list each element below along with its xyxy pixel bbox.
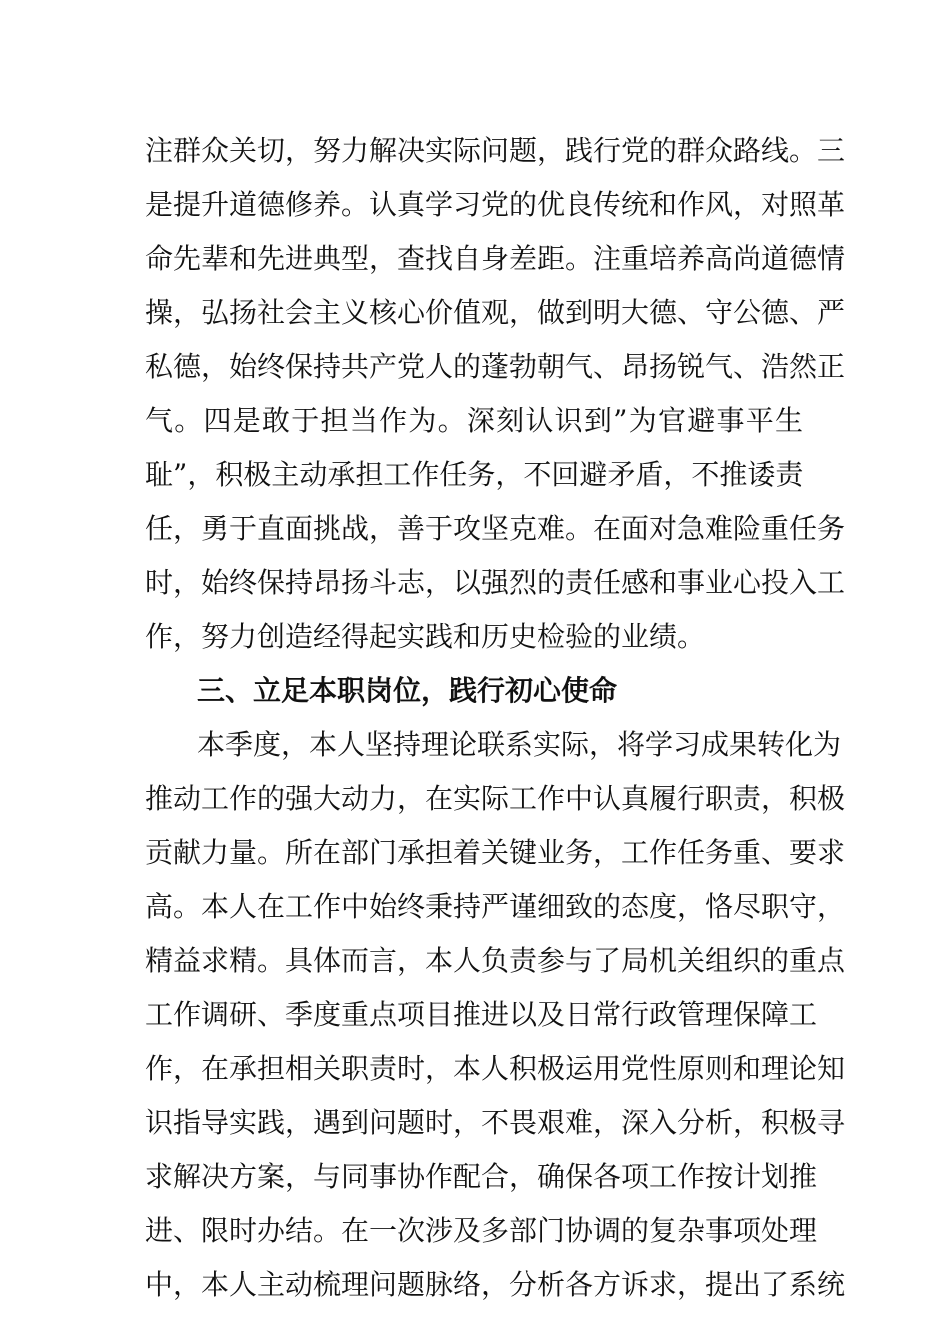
body-text-line: 作，在承担相关职责时，本人积极运用党性原则和理论知 xyxy=(145,1052,846,1085)
paragraph-line xyxy=(0,286,950,340)
paragraph-line xyxy=(0,1150,950,1204)
paragraph-line xyxy=(0,124,950,178)
paragraph-line xyxy=(0,1204,950,1258)
paragraph-line xyxy=(0,394,950,448)
section-heading: 三、立足本职岗位，践行初心使命 xyxy=(197,674,618,707)
paragraph-line xyxy=(0,556,950,610)
body-text-line: 时，始终保持昂扬斗志，以强烈的责任感和事业心投入工 xyxy=(145,566,846,599)
body-text-line: 中，本人主动梳理问题脉络，分析各方诉求，提出了系统 xyxy=(145,1268,846,1301)
paragraph-line xyxy=(0,718,950,772)
body-text-line: 操，弘扬社会主义核心价值观，做到明大德、守公德、严 xyxy=(145,296,846,329)
paragraph-line xyxy=(0,880,950,934)
body-text-line: 识指导实践，遇到问题时，不畏艰难，深入分析，积极寻 xyxy=(145,1106,846,1139)
body-text-line: 进、限时办结。在一次涉及多部门协调的复杂事项处理 xyxy=(145,1214,818,1247)
paragraph-line xyxy=(0,502,950,556)
body-text-line: 私德，始终保持共产党人的蓬勃朝气、昂扬锐气、浩然正 xyxy=(145,350,846,383)
body-text-line: 精益求精。具体而言，本人负责参与了局机关组织的重点 xyxy=(145,944,846,977)
body-text-line: 耻”，积极主动承担工作任务，不回避矛盾，不推诿责 xyxy=(145,458,804,491)
body-text-line: 高。本人在工作中始终秉持严谨细致的态度，恪尽职守， xyxy=(145,890,846,923)
paragraph-line xyxy=(0,610,950,664)
section-heading-line xyxy=(0,664,950,718)
paragraph-line xyxy=(0,826,950,880)
body-text-line: 求解决方案，与同事协作配合，确保各项工作按计划推 xyxy=(145,1160,818,1193)
paragraph-line xyxy=(0,178,950,232)
body-text-line: 命先辈和先进典型，查找自身差距。注重培养高尚道德情 xyxy=(145,242,846,275)
body-text-line: 是提升道德修养。认真学习党的优良传统和作风，对照革 xyxy=(145,188,846,221)
paragraph-line xyxy=(0,1258,950,1312)
body-text-line: 本季度，本人坚持理论联系实际，将学习成果转化为 xyxy=(197,728,842,761)
body-text-line: 任，勇于直面挑战，善于攻坚克难。在面对急难险重任务 xyxy=(145,512,846,545)
paragraph-line xyxy=(0,988,950,1042)
paragraph-line xyxy=(0,1096,950,1150)
paragraph-line xyxy=(0,232,950,286)
body-text-line: 注群众关切，努力解决实际问题，践行党的群众路线。三 xyxy=(145,134,846,167)
paragraph-line xyxy=(0,1042,950,1096)
paragraph-line xyxy=(0,772,950,826)
paragraph-line xyxy=(0,340,950,394)
body-text-line: 推动工作的强大动力，在实际工作中认真履行职责，积极 xyxy=(145,782,846,815)
body-text-line: 工作调研、季度重点项目推进以及日常行政管理保障工 xyxy=(145,998,818,1031)
body-text-line: 贡献力量。所在部门承担着关键业务，工作任务重、要求 xyxy=(145,836,846,869)
paragraph-line xyxy=(0,934,950,988)
paragraph-line xyxy=(0,448,950,502)
body-text-line: 作，努力创造经得起实践和历史检验的业绩。 xyxy=(145,620,706,653)
body-text-line: 气。四是敢于担当作为。深刻认识到”为官避事平生 xyxy=(145,404,803,437)
